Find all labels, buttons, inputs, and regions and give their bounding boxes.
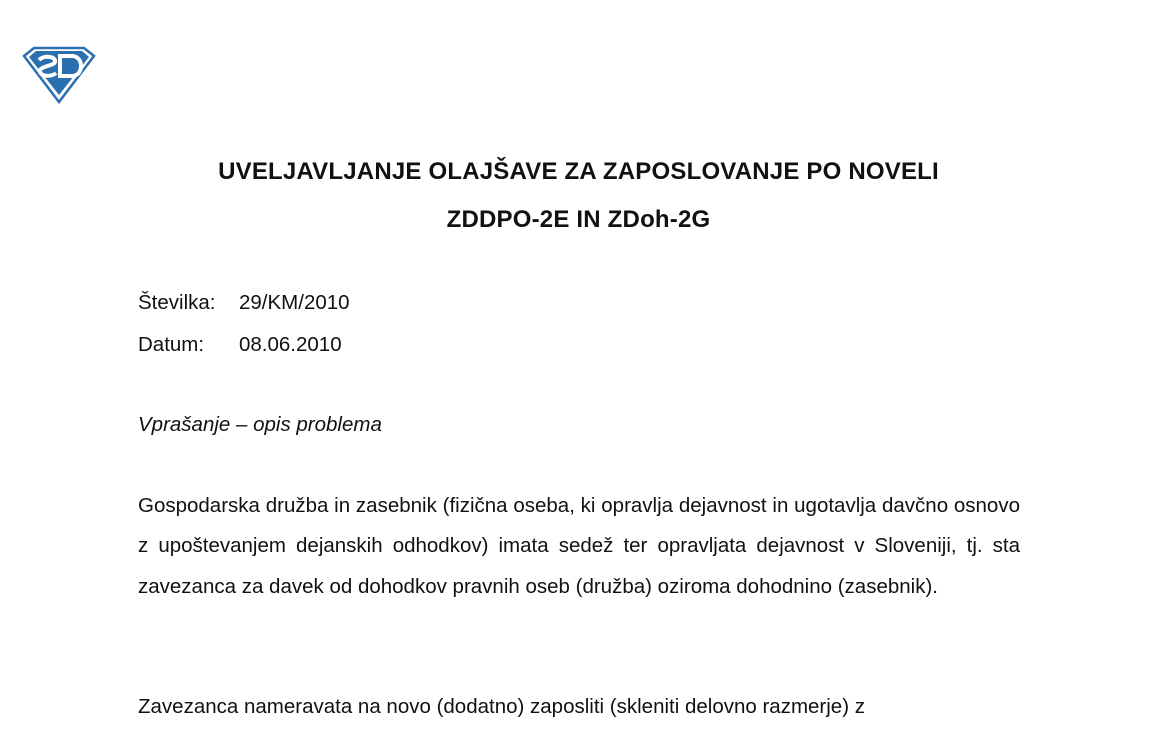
document-title-line-1: UVELJAVLJANJE OLAJŠAVE ZA ZAPOSLOVANJE PO NOVELI xyxy=(218,158,939,185)
paragraph-2: Zavezanca nameravata na novo (dodatno) zaposliti (skleniti delovno razmerje) z xyxy=(138,695,865,718)
date-value: 08.06.2010 xyxy=(239,333,342,356)
sd-logo xyxy=(22,46,96,104)
document-title-line-2: ZDDPO-2E IN ZDoh-2G xyxy=(446,206,711,233)
date-row xyxy=(138,333,342,357)
sd-logo-icon xyxy=(22,46,96,104)
number-value: 29/KM/2010 xyxy=(239,291,350,314)
question-heading: Vprašanje – opis problema xyxy=(138,413,382,436)
paragraph-1: Gospodarska družba in zasebnik (fizična oseba, ki opravlja dejavnost in ugotavlja davčno osnovo z upoštevanjem dejanskih odhodkov) imata sedež ter opravljata dejavnost v Sloveniji, tj. sta zavezanca za davek od dohodkov pravnih oseb (družba) oziroma dohodnino (zasebnik). xyxy=(138,494,1020,598)
number-label: Številka: xyxy=(138,291,216,314)
number-row xyxy=(138,291,350,315)
date-label: Datum: xyxy=(138,333,205,356)
